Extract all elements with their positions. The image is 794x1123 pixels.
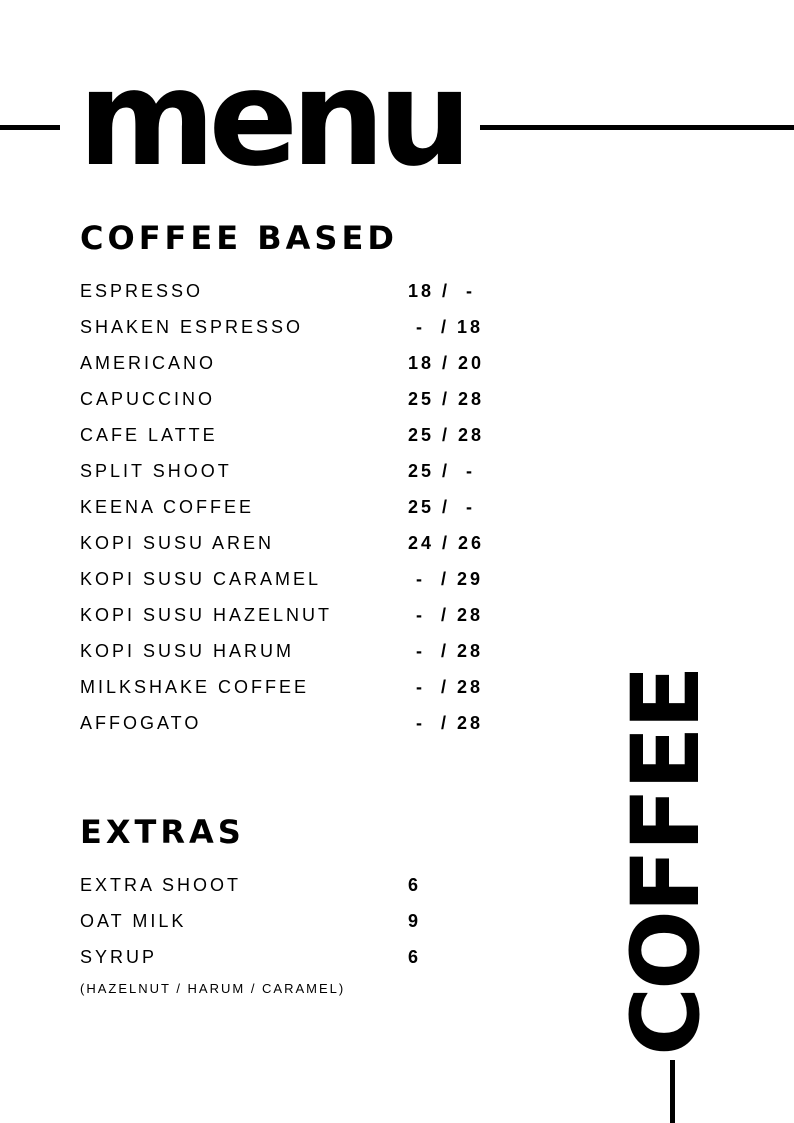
item-price: 6 [408, 875, 422, 895]
item-name: SHAKEN ESPRESSO [80, 317, 304, 337]
menu-item [80, 602, 540, 638]
item-price: 24 / 26 [408, 533, 485, 553]
menu-item [80, 386, 540, 422]
vertical-coffee-text: COFFEE [612, 668, 721, 1056]
item-price: 25 / 28 [408, 425, 485, 445]
item-price: - / 28 [408, 641, 484, 661]
menu-item [80, 314, 540, 350]
menu-item [80, 872, 540, 908]
item-price: - / 28 [408, 677, 484, 697]
menu-item [80, 908, 540, 944]
menu-item [80, 530, 540, 566]
item-name: EXTRA SHOOT [80, 875, 242, 895]
item-price: - / 29 [408, 569, 484, 589]
item-name: SPLIT SHOOT [80, 461, 232, 481]
item-name: CAPUCCINO [80, 389, 216, 409]
item-price: - / 28 [408, 605, 484, 625]
item-price: 18 / 20 [408, 353, 485, 373]
menu-item [80, 278, 540, 314]
section-title-extras: EXTRAS [80, 813, 245, 851]
item-name: KOPI SUSU CARAMEL [80, 569, 322, 589]
menu-item [80, 710, 540, 746]
item-name: CAFE LATTE [80, 425, 218, 445]
item-price: - / 28 [408, 713, 484, 733]
item-name: ESPRESSO [80, 281, 204, 301]
menu-item [80, 350, 540, 386]
title-rule-right [480, 125, 794, 130]
item-name: KEENA COFFEE [80, 497, 255, 517]
item-price: 25 / 28 [408, 389, 485, 409]
title-rule-left [0, 125, 60, 130]
menu-item [80, 944, 540, 980]
menu-item [80, 494, 540, 530]
vertical-coffee-label [612, 668, 721, 1056]
coffee-menu-list [80, 278, 540, 746]
syrup-flavors-note: (HAZELNUT / HARUM / CARAMEL) [80, 981, 346, 996]
menu-item [80, 566, 540, 602]
vertical-rule [670, 1060, 675, 1123]
menu-title: menu [78, 42, 466, 196]
item-name: AMERICANO [80, 353, 217, 373]
item-name: SYRUP [80, 947, 158, 967]
item-name: MILKSHAKE COFFEE [80, 677, 310, 697]
item-name: KOPI SUSU HAZELNUT [80, 605, 333, 625]
item-name: OAT MILK [80, 911, 187, 931]
menu-item [80, 422, 540, 458]
item-price: 9 [408, 911, 422, 931]
menu-item [80, 638, 540, 674]
item-price: 18 / - [408, 281, 476, 301]
item-name: KOPI SUSU AREN [80, 533, 275, 553]
menu-item [80, 458, 540, 494]
item-price: 25 / - [408, 497, 476, 517]
section-title-coffee-based: COFFEE BASED [80, 219, 398, 257]
item-price: 25 / - [408, 461, 476, 481]
item-name: KOPI SUSU HARUM [80, 641, 295, 661]
extras-menu-list [80, 872, 540, 980]
menu-item [80, 674, 540, 710]
item-price: - / 18 [408, 317, 484, 337]
item-price: 6 [408, 947, 422, 967]
item-name: AFFOGATO [80, 713, 202, 733]
